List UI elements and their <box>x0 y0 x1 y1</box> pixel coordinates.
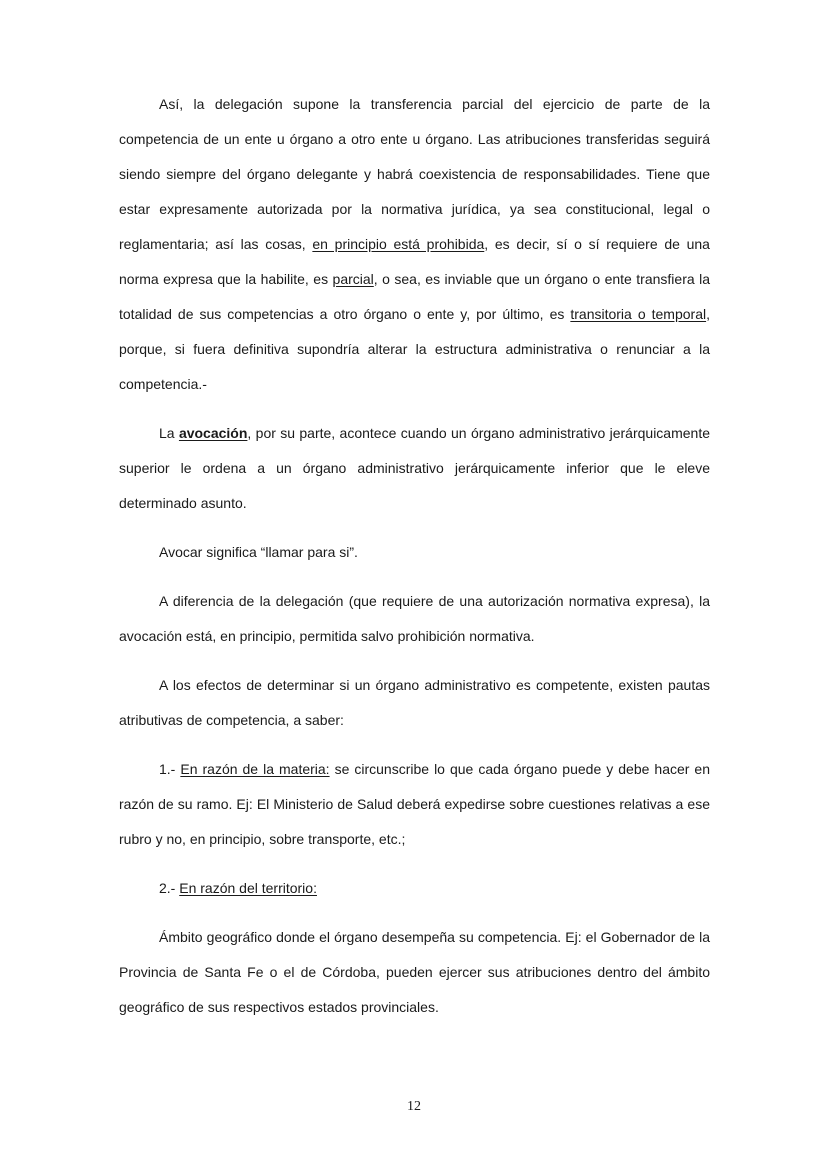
underlined-text: avocación <box>178 425 248 441</box>
text-segment: 1.- <box>159 761 181 777</box>
paragraph-gap <box>119 906 710 920</box>
document-body <box>119 87 710 1025</box>
paragraph-gap <box>119 857 710 871</box>
text-segment: , o sea, es inviable que un órgano o ente transfiera la totalidad de sus competencias a otro órgano o ente y, por último, es <box>119 271 711 322</box>
text-segment: Así, la delegación supone la transferencia parcial del ejercicio de parte de la competencia de un ente u órgano a otro ente u órgano. Las atribuciones transferidas seguirá siendo siempre del órgano delegante y habrá coexistencia de responsabilidades. Tiene que estar expresamente autorizada por la normativa jurídica, ya sea constitucional, legal o reglamentaria; así las cosas, <box>119 96 710 252</box>
paragraph-p3 <box>119 535 710 570</box>
paragraph-gap <box>119 654 710 668</box>
paragraph-p1 <box>119 87 710 402</box>
text-segment: , es decir, sí o sí requiere de una norma expresa que la habilite, es <box>119 236 710 287</box>
paragraph-p8 <box>119 920 710 1025</box>
text-segment: Avocar significa “llamar para si”. <box>159 544 358 560</box>
paragraph-gap <box>119 570 710 584</box>
paragraph-p4 <box>119 584 710 654</box>
paragraph-gap <box>119 521 710 535</box>
text-segment: Ámbito geográfico donde el órgano desempeña su competencia. Ej: el Gobernador de la Provincia de Santa Fe o el de Córdoba, pueden ejercer sus atribuciones dentro del ámbito geográfico de sus respectivos estados provinciales. <box>119 929 710 1015</box>
text-segment: A diferencia de la delegación (que requiere de una autorización normativa expresa), la avocación está, en principio, permitida salvo prohibición normativa. <box>119 593 710 644</box>
underlined-text: transitoria o temporal <box>570 306 707 322</box>
paragraph-p6 <box>119 752 710 857</box>
text-segment: se circunscribe lo que cada órgano puede y debe hacer en razón de su ramo. Ej: El Ministerio de Salud deberá expedirse sobre cuestiones relativas a ese rubro y no, en principio, sobre transporte, etc.; <box>119 761 711 847</box>
text-segment: A los efectos de determinar si un órgano administrativo es competente, existen pautas atributivas de competencia, a saber: <box>119 677 710 728</box>
paragraph-gap <box>119 402 710 416</box>
text-segment: La <box>159 425 179 441</box>
paragraph-p7 <box>119 871 710 906</box>
underlined-text: parcial <box>332 271 374 287</box>
text-segment: , por su parte, acontece cuando un órgano administrativo jerárquicamente superior le ordena a un órgano administrativo jerárquicamente inferior que le eleve determinado asunto. <box>119 425 710 511</box>
paragraph-p5 <box>119 668 710 738</box>
underlined-text: En razón del territorio: <box>179 880 317 896</box>
underlined-text: en principio está prohibida <box>312 236 485 252</box>
paragraph-p2 <box>119 416 710 521</box>
text-segment: , porque, si fuera definitiva supondría alterar la estructura administrativa o renunciar a la competencia.- <box>119 306 710 392</box>
paragraph-gap <box>119 738 710 752</box>
text-segment: 2.- <box>159 880 180 896</box>
page-number: 12 <box>407 1099 421 1114</box>
underlined-text: En razón de la materia: <box>180 761 330 777</box>
